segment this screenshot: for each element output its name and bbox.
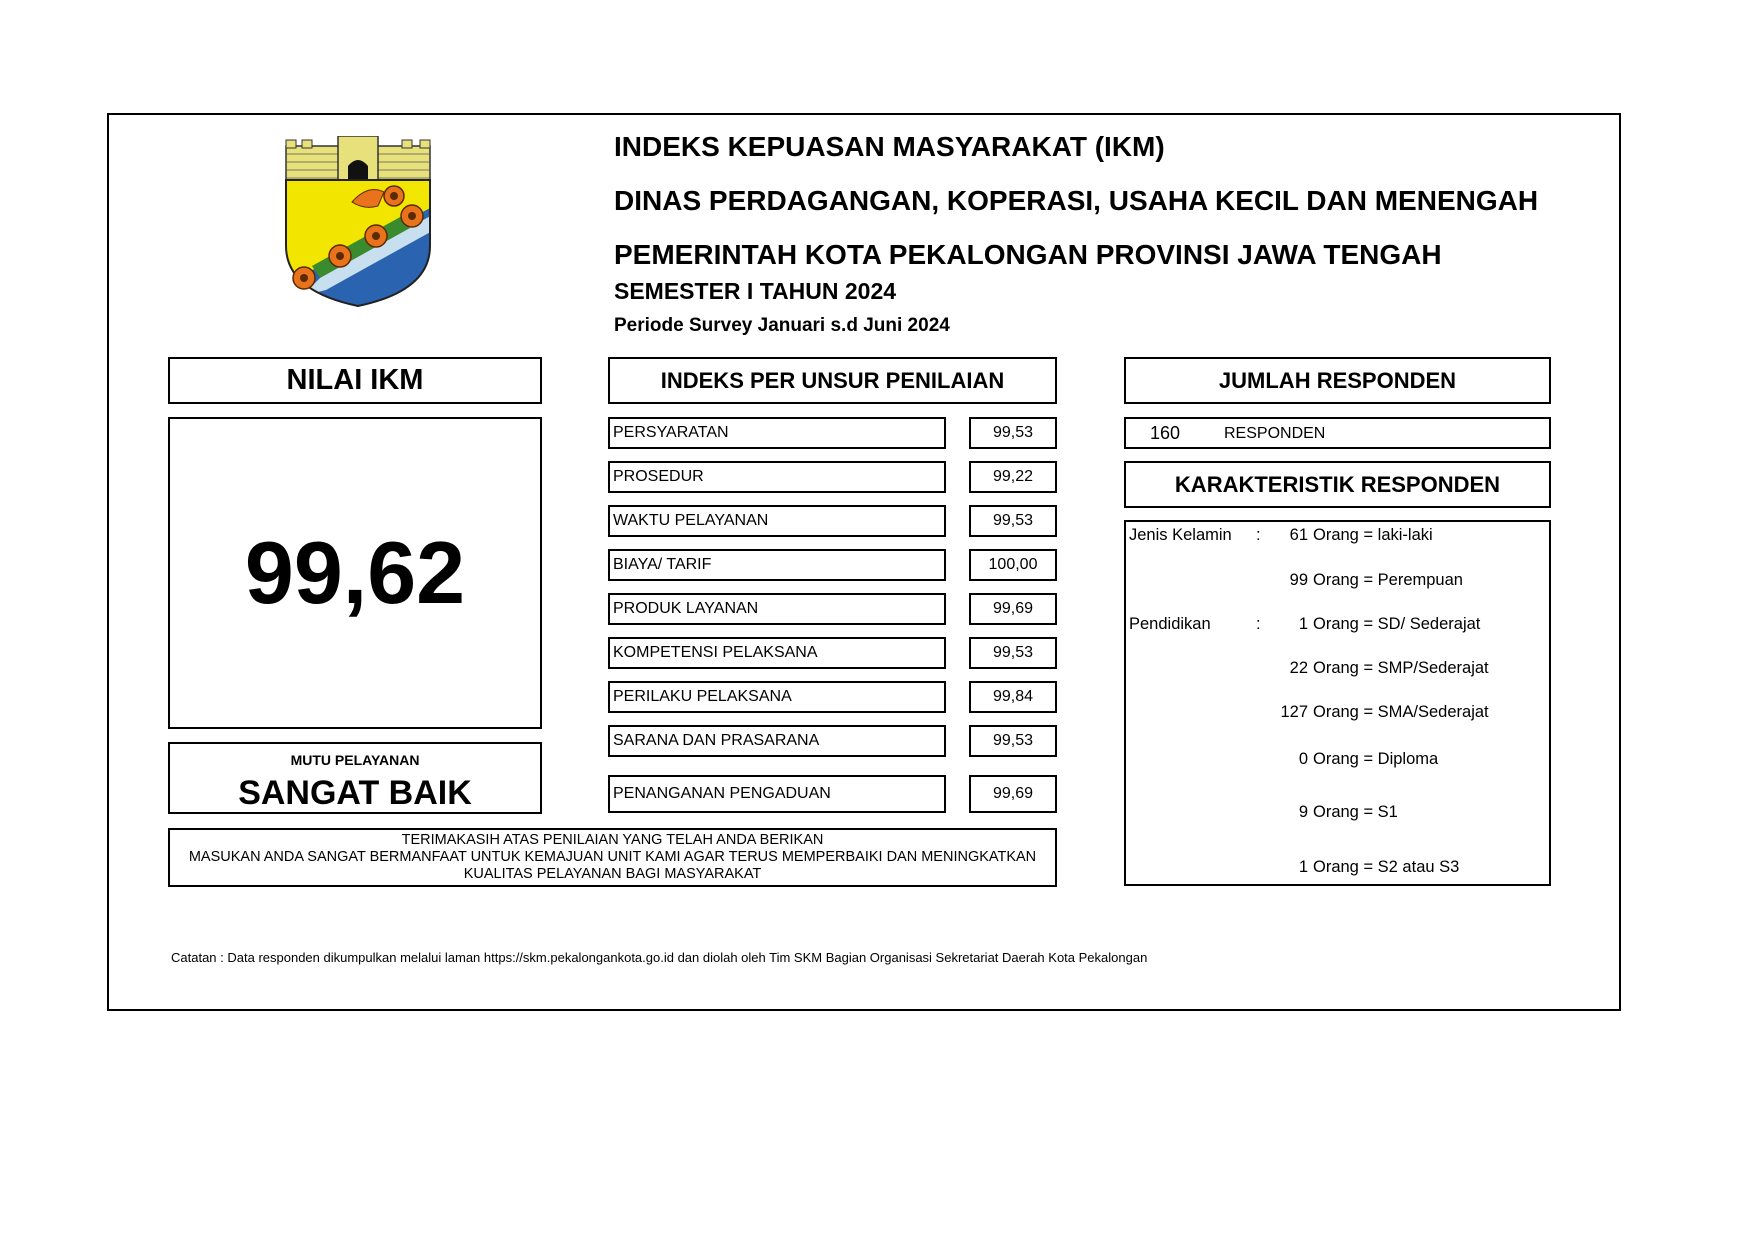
report-title: INDEKS KEPUASAN MASYARAKAT (IKM) bbox=[614, 131, 1165, 162]
unsur-value: 99,22 bbox=[969, 461, 1057, 493]
karakteristik-count: 1 bbox=[1298, 858, 1308, 876]
unsur-value: 100,00 bbox=[969, 549, 1057, 581]
colon: : bbox=[1256, 615, 1261, 633]
unsur-value: 99,53 bbox=[969, 637, 1057, 669]
karakteristik-heading: KARAKTERISTIK RESPONDEN bbox=[1124, 461, 1551, 508]
unsur-label: PERSYARATAN bbox=[608, 417, 946, 449]
unsur-value: 99,69 bbox=[969, 775, 1057, 813]
karakteristik-text: Orang = Diploma bbox=[1313, 750, 1439, 768]
government-name: PEMERINTAH KOTA PEKALONGAN PROVINSI JAWA TENGAH bbox=[614, 239, 1442, 270]
karakteristik-text: Orang = S1 bbox=[1313, 803, 1398, 821]
karakteristik-count: 22 bbox=[1289, 659, 1308, 677]
responden-count: 160 bbox=[1150, 423, 1181, 443]
karakteristik-table bbox=[1124, 520, 1551, 886]
karakteristik-text: Orang = SMA/Sederajat bbox=[1313, 703, 1489, 721]
unsur-label: PERILAKU PELAKSANA bbox=[608, 681, 946, 713]
unsur-label: PROSEDUR bbox=[608, 461, 946, 493]
karakteristik-text: Orang = laki-laki bbox=[1313, 526, 1433, 544]
thank-you-line: MASUKAN ANDA SANGAT BERMANFAAT UNTUK KEMAJUAN UNIT KAMI AGAR TERUS MEMPERBAIKI DAN MENINGKATKAN bbox=[188, 849, 1037, 865]
gender-label: Jenis Kelamin bbox=[1129, 526, 1232, 544]
unsur-value: 99,53 bbox=[969, 725, 1057, 757]
jumlah-responden-heading: JUMLAH RESPONDEN bbox=[1124, 357, 1551, 404]
karakteristik-text: Orang = S2 atau S3 bbox=[1313, 858, 1460, 876]
education-label: Pendidikan bbox=[1129, 615, 1211, 633]
unsur-value: 99,53 bbox=[969, 417, 1057, 449]
unsur-label: BIAYA/ TARIF bbox=[608, 549, 946, 581]
unsur-label: WAKTU PELAYANAN bbox=[608, 505, 946, 537]
thank-you-message bbox=[168, 828, 1057, 887]
mutu-pelayanan-label: MUTU PELAYANAN bbox=[290, 752, 420, 768]
karakteristik-count: 61 bbox=[1289, 526, 1308, 544]
thank-you-line: KUALITAS PELAYANAN BAGI MASYARAKAT bbox=[463, 866, 762, 882]
jumlah-responden-box bbox=[1124, 417, 1551, 449]
unsur-value: 99,53 bbox=[969, 505, 1057, 537]
colon: : bbox=[1256, 526, 1261, 544]
pekalongan-coat-of-arms-icon bbox=[282, 136, 434, 308]
unsur-value: 99,69 bbox=[969, 593, 1057, 625]
unsur-label: KOMPETENSI PELAKSANA bbox=[608, 637, 946, 669]
karakteristik-count: 99 bbox=[1289, 571, 1308, 589]
unsur-label: PRODUK LAYANAN bbox=[608, 593, 946, 625]
karakteristik-text: Orang = SD/ Sederajat bbox=[1313, 615, 1481, 633]
responden-count-label: RESPONDEN bbox=[1224, 425, 1326, 442]
indeks-unsur-heading: INDEKS PER UNSUR PENILAIAN bbox=[608, 357, 1057, 404]
karakteristik-count: 0 bbox=[1298, 750, 1308, 768]
nilai-ikm-value: 99,62 bbox=[168, 417, 542, 729]
nilai-ikm-heading: NILAI IKM bbox=[168, 357, 542, 404]
survey-period: Periode Survey Januari s.d Juni 2024 bbox=[614, 315, 950, 336]
unsur-value: 99,84 bbox=[969, 681, 1057, 713]
unsur-label: PENANGANAN PENGADUAN bbox=[608, 775, 946, 813]
agency-name: DINAS PERDAGANGAN, KOPERASI, USAHA KECIL DAN MENENGAH bbox=[614, 185, 1539, 216]
semester-label: SEMESTER I TAHUN 2024 bbox=[614, 278, 897, 304]
mutu-pelayanan-value: SANGAT BAIK bbox=[238, 774, 472, 812]
mutu-pelayanan-box bbox=[168, 742, 542, 814]
karakteristik-count: 9 bbox=[1298, 803, 1308, 821]
karakteristik-count: 127 bbox=[1280, 703, 1308, 721]
footnote: Catatan : Data responden dikumpulkan melalui laman https://skm.pekalongankota.go.id dan diolah oleh Tim SKM Bagian Organisasi Sekretariat Daerah Kota Pekalongan bbox=[171, 950, 1148, 965]
unsur-label: SARANA DAN PRASARANA bbox=[608, 725, 946, 757]
thank-you-line: TERIMAKASIH ATAS PENILAIAN YANG TELAH ANDA BERIKAN bbox=[401, 832, 824, 848]
karakteristik-count: 1 bbox=[1298, 615, 1308, 633]
karakteristik-text: Orang = SMP/Sederajat bbox=[1313, 659, 1489, 677]
karakteristik-text: Orang = Perempuan bbox=[1313, 571, 1463, 589]
